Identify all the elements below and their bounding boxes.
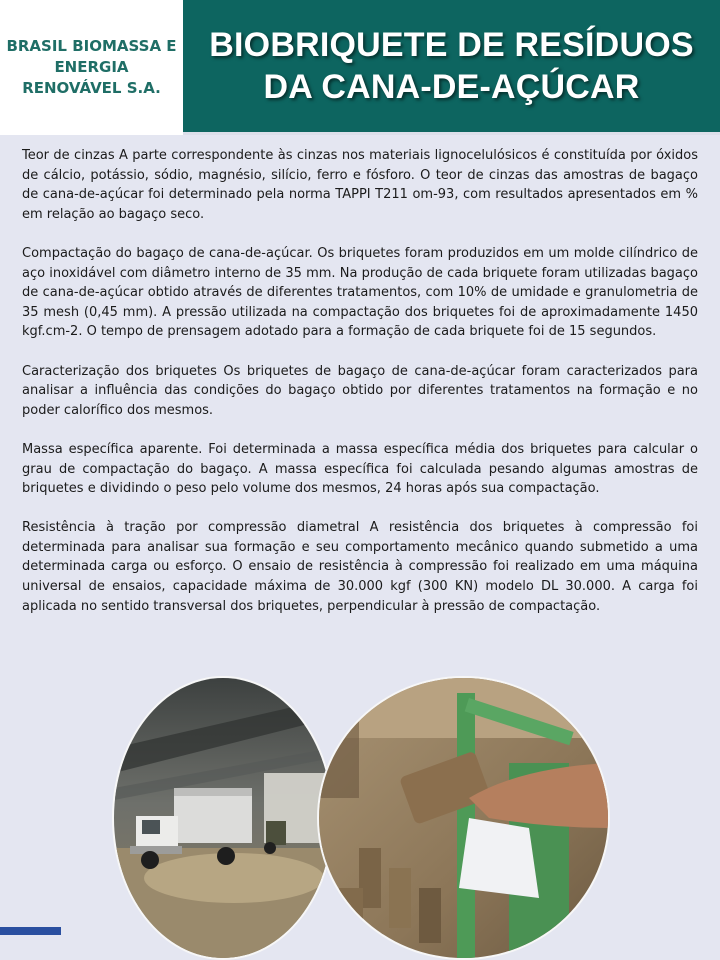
company-name-line: ENERGIA	[54, 58, 129, 76]
paragraph-compaction: Compactação do bagaço de cana-de-açúcar. Os briquetes foram produzidos em um molde cilíndrico de aço inoxidável com diâmetro interno de 35 mm. Na produção de cada briquete foram utilizadas bagaço de cana-de-açúcar obtido através de diferentes tratamentos, com 10% de umidade e granulometria de 35 mesh (0,45 mm). A pressão utilizada na compactação dos briquetes foi de aproximadamente 1450 kgf.cm-2. O tempo de prensagem adotado para a formação de cada briquete foi de 15 segundos.	[22, 245, 698, 340]
company-logo-box	[0, 0, 183, 135]
accent-bar	[0, 927, 61, 935]
company-name-line: RENOVÁVEL S.A.	[22, 79, 161, 97]
page-title-line: DA CANA-DE-AÇÚCAR	[263, 68, 640, 106]
photo-truck-warehouse	[112, 676, 334, 960]
article-body	[22, 146, 698, 636]
page-title	[209, 24, 693, 108]
paragraph-ash-content: Teor de cinzas A parte correspondente às cinzas nos materiais lignocelulósicos é constituída por óxidos de cálcio, potássio, sódio, magnésio, silício, ferro e fósforo. O teor de cinzas das amostras de bagaço de cana-de-açúcar foi determinado pela norma TAPPI T211 om-93, com resultados apresentados em % em relação ao bagaço seco.	[22, 148, 698, 222]
page-title-line: BIOBRIQUETE DE RESÍDUOS	[209, 26, 694, 64]
paragraph-strength: Resistência à tração por compressão diametral A resistência dos briquetes à compressão foi determinada para analisar sua formação e seu comportamento mecânico quando submetido a uma determinada carga ou esforço. O ensaio de resistência à compressão foi realizado em uma máquina universal de ensaios, capacidade máxima de 30.000 kgf (300 KN) modelo DL 30.000. A carga foi aplicada no sentido transversal dos briquetes, perpendicular à pressão de compactação.	[22, 520, 698, 614]
briquette-machine-image	[319, 678, 608, 958]
header	[0, 0, 720, 135]
truck-warehouse-image	[114, 678, 332, 958]
title-banner	[183, 0, 720, 135]
company-name-line: BRASIL BIOMASSA E	[6, 37, 177, 55]
paragraph-density: Massa específica aparente. Foi determinada a massa específica média dos briquetes para calcular o grau de compactação do bagaço. A massa específica foi calculada pesando algumas amostras de briquetes e dividindo o peso pelo volume dos mesmos, 24 horas após sua compactação.	[22, 441, 698, 497]
paragraph-characterization: Caracterização dos briquetes Os briquetes de bagaço de cana-de-açúcar foram caracterizados para analisar a influência das condições do bagaço obtido por diferentes tratamentos na formação e no poder calorífico dos mesmos.	[22, 363, 698, 418]
company-name	[6, 36, 176, 99]
photo-briquette-machine	[317, 676, 610, 960]
